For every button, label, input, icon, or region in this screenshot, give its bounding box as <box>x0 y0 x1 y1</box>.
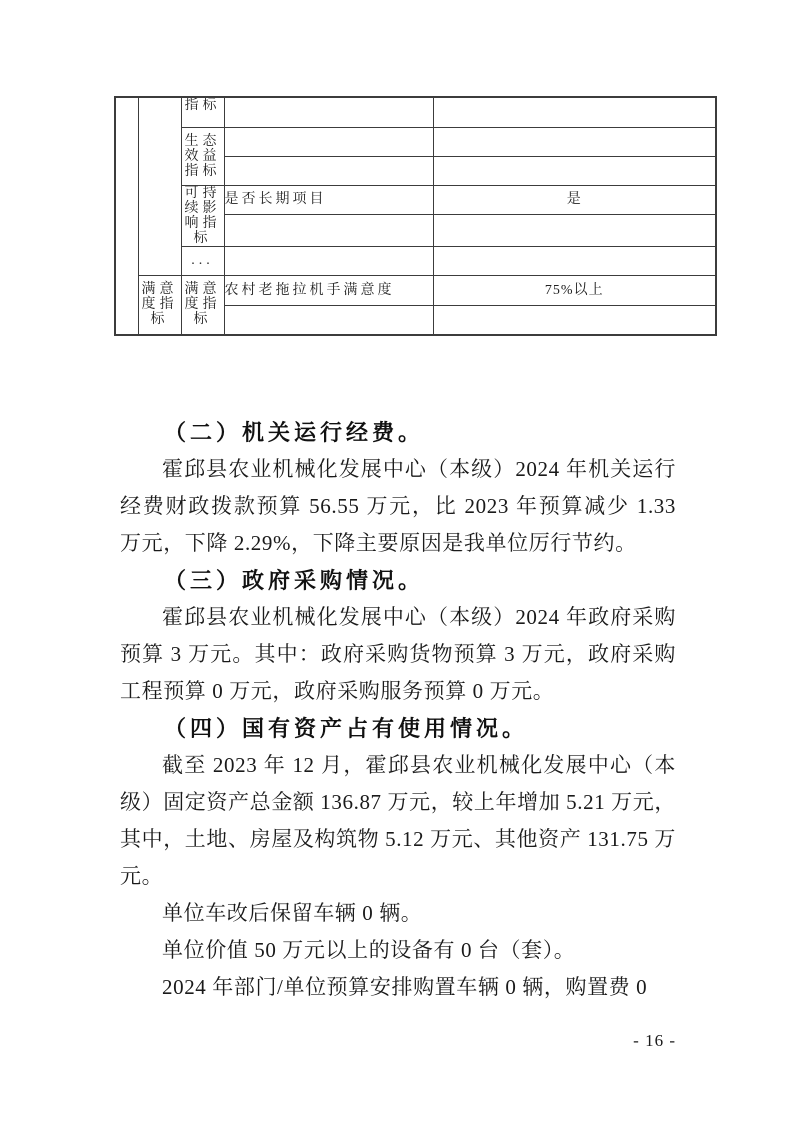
table-empty-cell <box>224 97 433 127</box>
section-heading-government-procurement: （三）政府采购情况。 <box>164 568 425 593</box>
table-cell-blank-left <box>115 97 138 335</box>
table-cell-label-partial: 指标 <box>181 97 224 127</box>
table-cell-satisfaction-name: 农村老拖拉机手满意度 <box>224 275 433 305</box>
indicator-table <box>114 96 717 336</box>
section-heading-operating-expenses: （二）机关运行经费。 <box>164 420 425 445</box>
table-empty-cell <box>224 305 433 335</box>
table-empty-cell <box>224 246 433 275</box>
table-cell-satisfaction-outer-label: 满意度指标 <box>138 275 181 335</box>
table-empty-cell <box>433 246 716 275</box>
page-number: - 16 - <box>633 1031 676 1050</box>
table-empty-cell <box>433 305 716 335</box>
table-cell-blank-group <box>138 97 181 275</box>
section-body-state-assets: 截至 2023 年 12 月，霍邱县农业机械化发展中心（本级）固定资产总金额 136.87 万元，较上年增加 5.21 万元，其中，土地、房屋及构筑物 5.12 万元、其他资产 131.75 万元。 <box>120 753 676 888</box>
table-empty-cell <box>433 156 716 185</box>
table-empty-cell <box>433 214 716 246</box>
paragraph-vehicle-purchase-budget: 2024 年部门/单位预算安排购置车辆 0 辆，购置费 0 <box>162 975 648 999</box>
section-body-government-procurement: 霍邱县农业机械化发展中心（本级）2024 年政府采购预算 3 万元。其中：政府采购货物预算 3 万元，政府采购工程预算 0 万元，政府采购服务预算 0 万元。 <box>120 605 676 703</box>
document-body <box>120 414 676 1006</box>
table-empty-cell <box>224 127 433 156</box>
table-empty-cell <box>224 156 433 185</box>
table-cell-sustain-label: 可持续影响指标 <box>181 185 224 246</box>
section-body-operating-expenses: 霍邱县农业机械化发展中心（本级）2024 年机关运行经费财政拨款预算 56.55 万元，比 2023 年预算减少 1.33 万元，下降 2.29%，下降主要原因是我单位厉行节约。 <box>120 457 676 555</box>
table-cell-satisfaction-value: 75%以上 <box>433 275 716 305</box>
section-heading-state-assets: （四）国有资产占有使用情况。 <box>164 716 529 741</box>
table-cell-satisfaction-inner-label: 满意度指标 <box>181 275 224 335</box>
table-cell-longterm-value: 是 <box>433 185 716 214</box>
paragraph-retained-vehicles: 单位车改后保留车辆 0 辆。 <box>162 901 423 925</box>
table-cell-longterm-name: 是否长期项目 <box>224 185 433 214</box>
paragraph-equipment-over-50: 单位价值 50 万元以上的设备有 0 台（套）。 <box>162 938 576 962</box>
table-empty-cell <box>224 214 433 246</box>
table-cell-ellipsis: ... <box>181 246 224 275</box>
table-cell-eco-label: 生态效益指标 <box>181 127 224 185</box>
table-empty-cell <box>433 127 716 156</box>
table-empty-cell <box>433 97 716 127</box>
